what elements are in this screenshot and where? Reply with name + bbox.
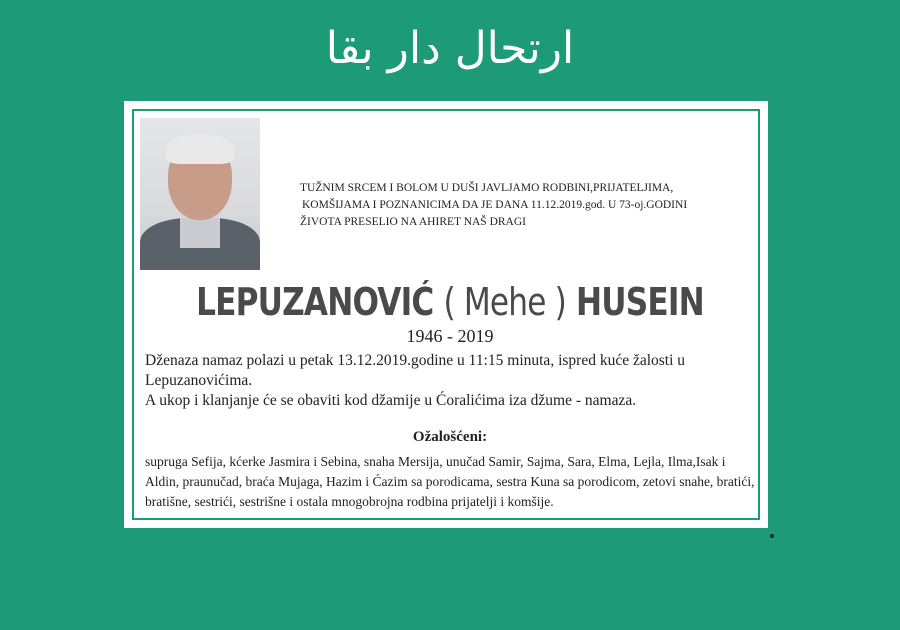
deceased-photo — [140, 118, 260, 270]
intro-line-2: KOMŠIJAMA I POZNANICIMA DA JE DANA 11.12.2019.god. U 73-oj.GODINI — [302, 199, 688, 211]
funeral-details — [145, 351, 755, 411]
arabic-calligraphy-banner: ارتحال دار بقا — [325, 23, 575, 74]
mourners-list: supruga Sefija, kćerke Jasmira i Sebina, snaha Mersija, unučad Samir, Sajma, Sara, Elma, Lejla, Ilma,Isak i Aldin, praunučad, braća Mujaga, Hazim i Ćazim sa porodicama, sestra Kuna sa porodicom, zetovi snahe, bratići, bratišne, sestrići, sestrišne i ostala mnogobrojna rodbina prijatelji i komšije. — [145, 454, 755, 509]
deceased-father-name: ( Mehe ) — [443, 280, 566, 324]
deceased-name — [188, 280, 713, 324]
intro-line-3: ŽIVOTA PRESELIO NA AHIRET NAŠ DRAGI — [300, 216, 526, 228]
mourners-heading: Ožalošćeni: — [412, 429, 488, 445]
speck-mark — [770, 534, 774, 538]
deceased-surname: LEPUZANOVIĆ — [196, 280, 434, 324]
deceased-given-name: HUSEIN — [576, 280, 704, 324]
funeral-line-1: Dženaza namaz polazi u petak 13.12.2019.godine u 11:15 minuta, ispred kuće žalosti u Lepuzanovićima. — [145, 352, 686, 389]
announcement-intro — [300, 180, 740, 231]
intro-line-1: TUŽNIM SRCEM I BOLOM U DUŠI JAVLJAMO RODBINI,PRIJATELJIMA, — [300, 182, 674, 194]
funeral-line-2: A ukop i klanjanje će se obaviti kod džamije u Ćoralićima iza džume - namaza. — [145, 392, 637, 409]
life-years: 1946 - 2019 — [406, 326, 494, 346]
